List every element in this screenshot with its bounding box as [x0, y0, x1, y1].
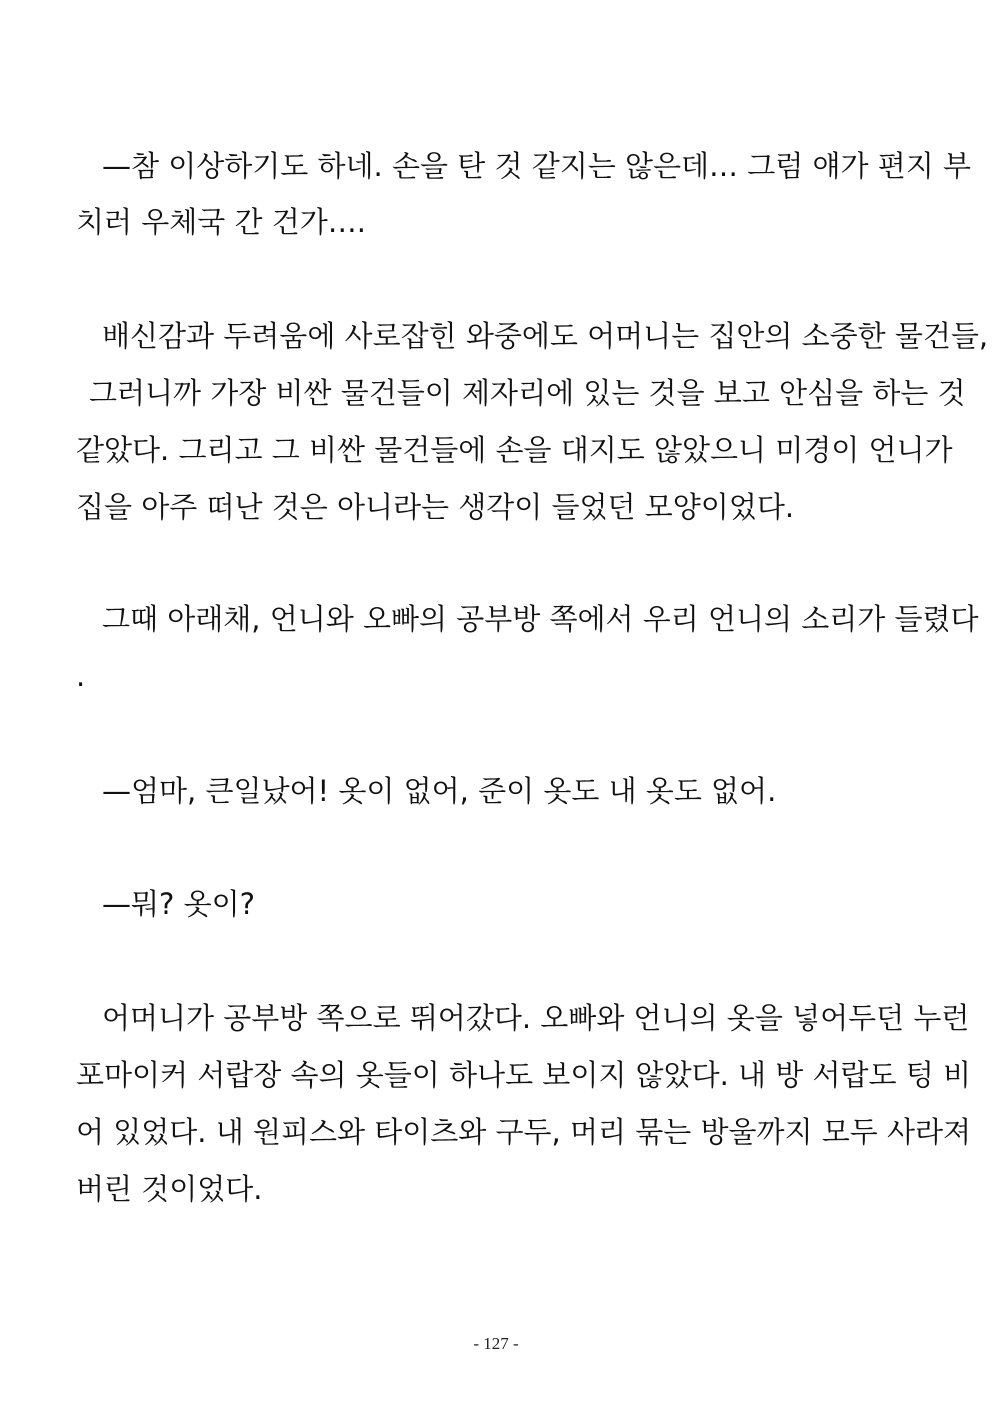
text-line: 그때 아래채, 언니와 오빠의 공부방 쪽에서 우리 언니의 소리가 들렸다: [102, 602, 979, 636]
text-line: —참 이상하기도 하네. 손을 탄 것 같지는 않은데… 그럼 얘가 편지 부: [102, 149, 971, 183]
text-line: 어 있었다. 내 원피스와 타이츠와 구두, 머리 묶는 방울까지 모두 사라져: [76, 1115, 972, 1149]
text-line: —뭐? 옷이?: [102, 887, 256, 921]
text-line: 같았다. 그리고 그 비싼 물건들에 손을 대지도 않았으니 미경이 언니가: [76, 433, 953, 467]
text-line: 버린 것이었다.: [76, 1172, 263, 1206]
text-line: —엄마, 큰일났어! 옷이 없어, 준이 옷도 내 옷도 없어.: [102, 774, 777, 808]
text-line: 집을 아주 떠난 것은 아니라는 생각이 들었던 모양이었다.: [76, 490, 795, 524]
page-number: - 127 -: [473, 1334, 519, 1353]
text-line: 포마이커 서랍장 속의 옷들이 하나도 보이지 않았다. 내 방 서랍도 텅 비: [76, 1058, 972, 1092]
text-line: .: [76, 659, 86, 693]
text-line: 치러 우체국 간 건가….: [76, 205, 366, 239]
text-line: 그러니까 가장 비싼 물건들이 제자리에 있는 것을 보고 안심을 하는 것: [89, 376, 966, 410]
text-line: 배신감과 두려움에 사로잡힌 와중에도 어머니는 집안의 소중한 물건들,: [102, 319, 989, 353]
text-line: 어머니가 공부방 쪽으로 뛰어갔다. 오빠와 언니의 옷을 넣어두던 누런: [102, 1001, 970, 1035]
